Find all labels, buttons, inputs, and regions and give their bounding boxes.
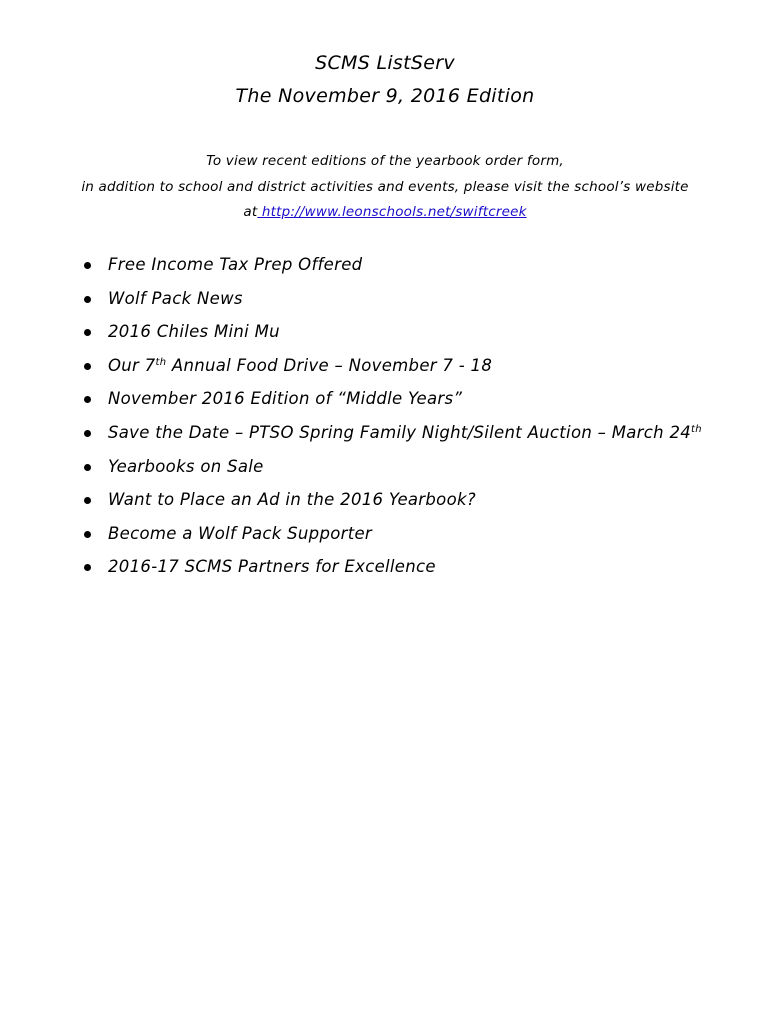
bullet-icon (84, 564, 91, 571)
list-item (82, 353, 702, 387)
bullet-icon (84, 363, 91, 370)
list-item-text: 2016 Chiles Mini Mu (108, 322, 280, 342)
list-item-text: Become a Wolf Pack Supporter (108, 523, 373, 543)
bullet-icon (84, 262, 91, 269)
page-title: SCMS ListServ (315, 52, 455, 74)
intro-line-1: To view recent editions of the yearbook order form, (206, 153, 564, 169)
list-item-text-pre: Save the Date – PTSO Spring Family Night/Silent Auction – March 24 (108, 422, 692, 442)
ordinal-suffix: th (155, 356, 167, 368)
list-item (82, 487, 702, 521)
list-item (82, 554, 702, 588)
list-item-text: 2016-17 SCMS Partners for Excellence (108, 557, 436, 577)
list-item (82, 319, 702, 353)
bullet-icon (84, 296, 91, 303)
intro-line-2: in addition to school and district activities and events, please visit the school’s website (81, 179, 689, 195)
website-link[interactable]: http://www.leonschools.net/swiftcreek (257, 204, 527, 220)
bullet-icon (84, 464, 91, 471)
list-item (82, 252, 702, 286)
list-item (82, 521, 702, 555)
bullet-icon (84, 430, 91, 437)
bullet-icon (84, 497, 91, 504)
list-item-text: Wolf Pack News (108, 288, 243, 308)
list-item-text-post: Annual Food Drive – November 7 - 18 (166, 355, 493, 375)
topics-list (82, 252, 702, 588)
edition-subtitle: The November 9, 2016 Edition (235, 85, 535, 107)
intro-line-3 (0, 204, 770, 220)
list-item-text: Want to Place an Ad in the 2016 Yearbook? (108, 490, 476, 510)
list-item-text: November 2016 Edition of “Middle Years” (108, 389, 463, 409)
list-item-text: Free Income Tax Prep Offered (108, 255, 363, 274)
ordinal-suffix: th (691, 423, 702, 435)
list-item-text-pre: Our 7 (108, 355, 156, 375)
bullet-icon (84, 531, 91, 538)
list-item (82, 420, 702, 454)
list-item (82, 454, 702, 488)
intro-at-text: at (243, 204, 258, 220)
bullet-icon (84, 396, 91, 403)
bullet-icon (84, 329, 91, 336)
list-item (82, 386, 702, 420)
list-item-text: Yearbooks on Sale (108, 456, 264, 476)
list-item (82, 286, 702, 320)
